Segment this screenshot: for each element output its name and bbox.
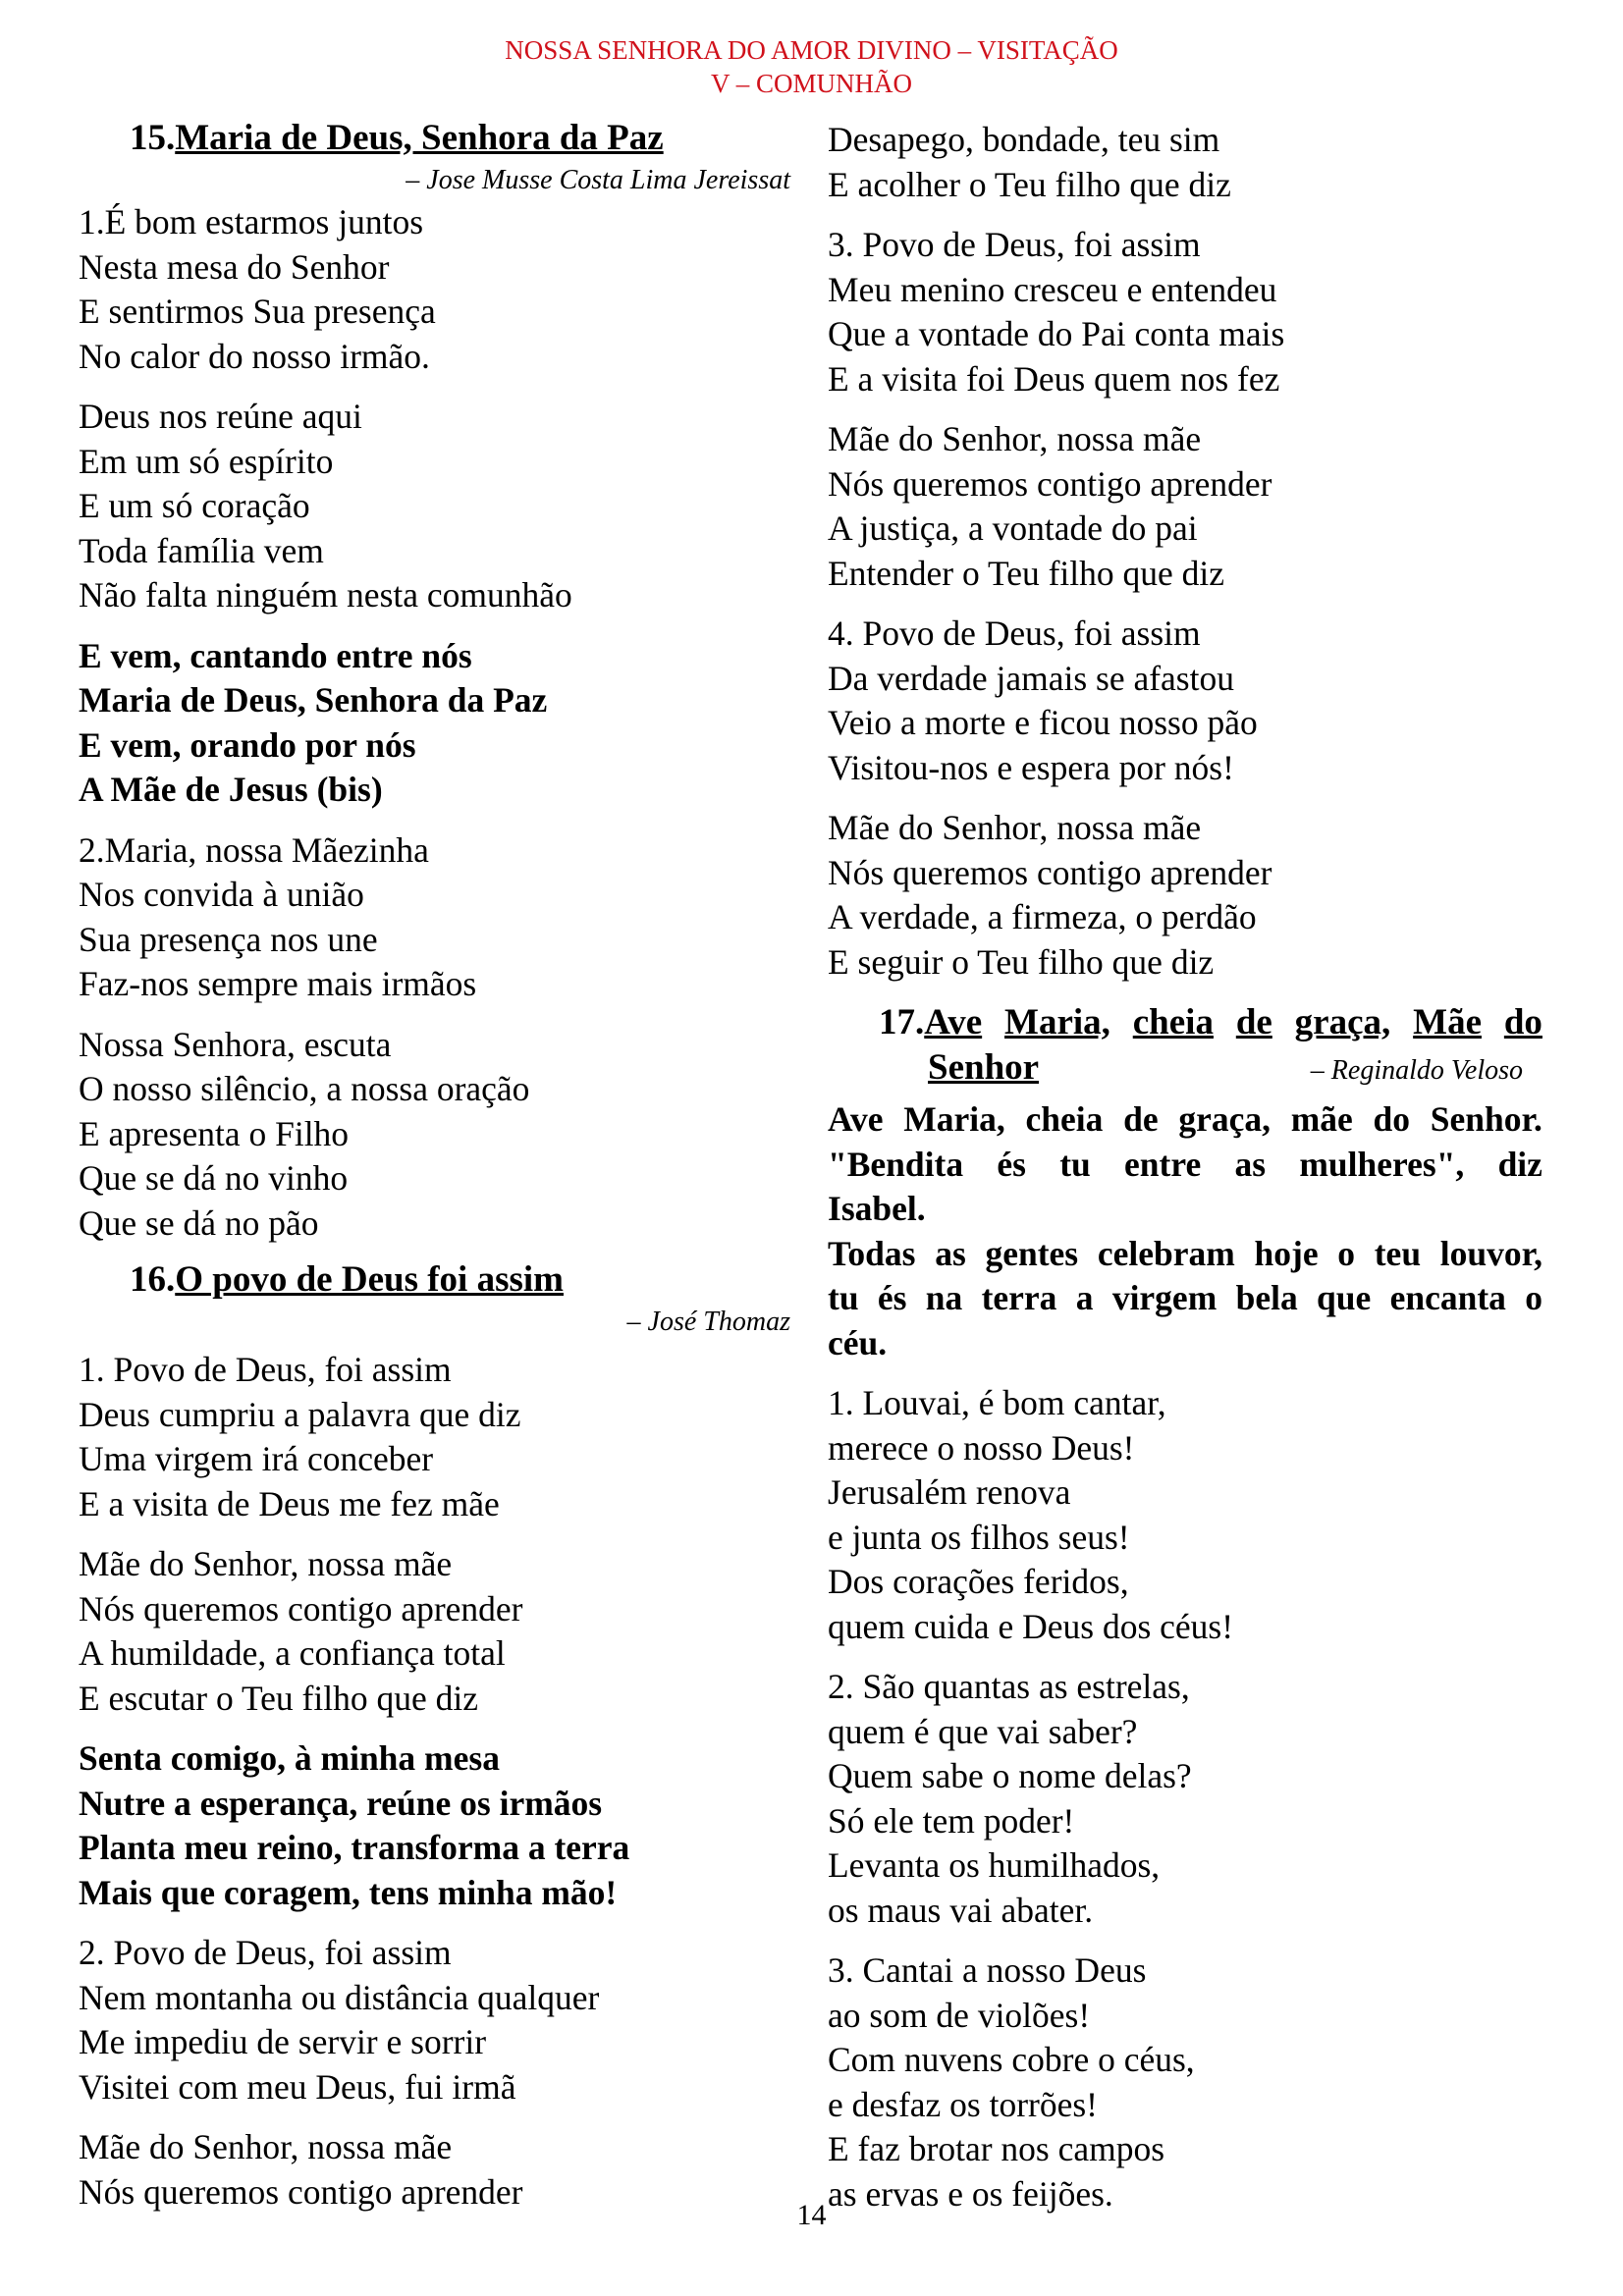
title-word: cheia — [1132, 1002, 1214, 1042]
lyric-line: e junta os filhos seus! — [828, 1517, 1130, 1557]
refrain-word: diz — [1497, 1144, 1542, 1184]
refrain-line — [828, 1276, 1542, 1321]
lyric-line: E acolher o Teu filho que diz — [828, 164, 1231, 204]
refrain-word: "Bendita — [828, 1144, 964, 1184]
refrain-word: Senhor. — [1430, 1099, 1542, 1139]
lyric-line: 2. Povo de Deus, foi assim — [79, 1933, 452, 1972]
lyric-line: ao som de violões! — [828, 1995, 1091, 2035]
left-column — [79, 116, 790, 2230]
stanza — [79, 395, 790, 618]
refrain-word: terra — [981, 1278, 1057, 1317]
title-word: Maria, — [1004, 1002, 1110, 1042]
refrain-word: de — [1123, 1099, 1159, 1139]
lyric-line: Nesta mesa do Senhor — [79, 246, 390, 287]
song-number: 17. — [879, 1002, 925, 1042]
lyric-line: Que se dá no pão — [79, 1202, 319, 1243]
title-word: do — [1503, 1002, 1542, 1042]
lyric-line: 4. Povo de Deus, foi assim — [828, 614, 1201, 653]
page-number: 14 — [796, 2199, 827, 2231]
song-title-text — [924, 1000, 1542, 1045]
lyric-line: Com nuvens cobre o céus, — [828, 2040, 1195, 2079]
lyric-line: Mãe do Senhor, nossa mãe — [79, 1544, 453, 1583]
refrain-line: Isabel. — [828, 1189, 926, 1228]
lyric-line: Meu menino cresceu e entendeu — [828, 269, 1277, 309]
stanza — [828, 806, 1542, 985]
lyric-line: Nós queremos contigo aprender — [79, 2171, 523, 2212]
lyric-line: as ervas e os feijões. — [828, 2173, 1113, 2214]
stanza — [828, 1949, 1542, 2216]
lyric-line: A humildade, a confiança total — [79, 1633, 506, 1673]
lyric-line: Me impediu de servir e sorrir — [79, 2022, 487, 2061]
stanza — [828, 1381, 1542, 1649]
refrain-line — [828, 1232, 1542, 1277]
lyric-line: Mãe do Senhor, nossa mãe — [828, 808, 1202, 847]
song-17-lyrics — [828, 1381, 1542, 2216]
refrain-line — [828, 1097, 1542, 1143]
stanza — [828, 223, 1542, 401]
lyric-line: Mãe do Senhor, nossa mãe — [828, 419, 1202, 458]
lyric-line: 1.É bom estarmos juntos — [79, 202, 424, 241]
lyric-line: E seguir o Teu filho que diz — [828, 941, 1215, 982]
lyric-line: 1. Povo de Deus, foi assim — [79, 1350, 452, 1389]
song-title-text-continued: Senhor — [928, 1047, 1040, 1088]
lyric-line: Toda família vem — [79, 530, 324, 570]
stanza — [79, 1542, 790, 1721]
lyric-line: quem é que vai saber? — [828, 1711, 1138, 1751]
lyric-line: Quem sabe o nome delas? — [828, 1756, 1192, 1795]
title-word: Ave — [924, 1002, 983, 1042]
lyric-line: Entender o Teu filho que diz — [828, 553, 1225, 593]
lyric-line: Que se dá no vinho — [79, 1158, 349, 1198]
lyric-line: Nós queremos contigo aprender — [828, 852, 1272, 892]
refrain-word: tu — [1059, 1144, 1091, 1184]
refrain-word: as — [1234, 1144, 1267, 1184]
lyric-line: 1. Louvai, é bom cantar, — [828, 1383, 1166, 1422]
refrain-word: teu — [1374, 1233, 1422, 1273]
lyric-line: Dos corações feridos, — [828, 1562, 1129, 1601]
refrain-word: o — [1525, 1278, 1542, 1317]
stanza — [79, 828, 790, 1007]
lyric-line: A justiça, a vontade do pai — [828, 508, 1198, 548]
lyric-line: Que a vontade do Pai conta mais — [828, 314, 1285, 353]
stanza — [79, 1736, 790, 1915]
lyric-line: Nutre a esperança, reúne os irmãos — [79, 1783, 603, 1823]
lyric-line: Desapego, bondade, teu sim — [828, 120, 1220, 159]
song-15-author: – Jose Musse Costa Lima Jereissat — [406, 165, 790, 195]
song-15-lyrics — [79, 200, 790, 1246]
stanza — [79, 1023, 790, 1247]
song-number: 15. — [130, 118, 176, 158]
lyric-line: e desfaz os torrões! — [828, 2084, 1099, 2124]
lyric-line: Veio a morte e ficou nosso pão — [828, 703, 1258, 742]
lyric-line: Deus nos reúne aqui — [79, 397, 362, 436]
lyric-line: Jerusalém renova — [828, 1472, 1071, 1512]
refrain-word: tu — [828, 1278, 859, 1317]
lyric-line: E um só coração — [79, 486, 310, 525]
refrain-word: as — [935, 1233, 966, 1273]
lyric-line: Sua presença nos une — [79, 919, 378, 959]
lyric-line: E a visita foi Deus quem nos fez — [828, 358, 1280, 399]
title-word: de — [1235, 1002, 1272, 1042]
refrain-word: Ave — [828, 1099, 884, 1139]
song-16-title — [79, 1257, 790, 1303]
lyric-line: E sentirmos Sua presença — [79, 292, 436, 331]
lyric-line: 2. São quantas as estrelas, — [828, 1667, 1190, 1706]
lyric-line: 3. Povo de Deus, foi assim — [828, 225, 1201, 264]
lyric-line: 2.Maria, nossa Mãezinha — [79, 829, 429, 870]
lyric-line: E escutar o Teu filho que diz — [79, 1678, 478, 1718]
lyric-line: Maria de Deus, Senhora da Paz — [79, 680, 548, 720]
refrain-line: céu. — [828, 1322, 888, 1362]
refrain-word: bela — [1235, 1278, 1298, 1317]
refrain-word: hoje — [1254, 1233, 1319, 1273]
lyric-line: Senta comigo, à minha mesa — [79, 1738, 500, 1778]
lyric-line: os maus vai abater. — [828, 1890, 1094, 1930]
lyric-line: 3. Cantai a nosso Deus — [828, 1950, 1147, 1990]
title-word: graça, — [1294, 1002, 1391, 1042]
lyric-line: Visitou-nos e espera por nós! — [828, 747, 1234, 787]
lyric-line: Nós queremos contigo aprender — [828, 463, 1272, 504]
refrain-word: és — [997, 1144, 1026, 1184]
lyric-line: Levanta os humilhados, — [828, 1845, 1161, 1885]
stanza — [828, 612, 1542, 790]
stanza — [828, 417, 1542, 596]
lyric-line: Visitei com meu Deus, fui irmã — [79, 2066, 516, 2107]
song-17-title — [828, 1000, 1542, 1094]
refrain-word: na — [925, 1278, 963, 1317]
header-line-2: V – COMUNHÃO — [710, 69, 913, 98]
refrain-word: gentes — [985, 1233, 1079, 1273]
refrain-word: Todas — [828, 1233, 916, 1273]
refrain-line — [828, 1143, 1542, 1188]
refrain-word: cheia — [1025, 1099, 1104, 1139]
lyric-line: A Mãe de Jesus (bis) — [79, 770, 383, 809]
song-title-text: Maria de Deus, Senhora da Paz — [175, 118, 664, 158]
lyric-line: No calor do nosso irmão. — [79, 336, 430, 376]
lyric-line: merece o nosso Deus! — [828, 1427, 1135, 1468]
refrain-word: o — [1337, 1233, 1356, 1273]
stanza — [79, 634, 790, 813]
refrain-word: entre — [1124, 1144, 1202, 1184]
refrain-word: és — [877, 1278, 907, 1317]
stanza — [79, 1348, 790, 1526]
refrain-word: mulheres", — [1299, 1144, 1465, 1184]
stanza — [79, 200, 790, 379]
song-16-author: – José Thomaz — [626, 1307, 790, 1337]
lyric-line: Mais que coragem, tens minha mão! — [79, 1872, 618, 1912]
title-word: Mãe — [1413, 1002, 1482, 1042]
refrain-word: graça, — [1178, 1099, 1271, 1139]
lyric-line: Em um só espírito — [79, 441, 334, 481]
song-17-author: – Reginaldo Veloso — [1310, 1055, 1523, 1086]
lyric-line: Planta meu reino, transforma a terra — [79, 1828, 630, 1867]
lyric-line: O nosso silêncio, a nossa oração — [79, 1069, 530, 1108]
lyric-line: Nem montanha ou distância qualquer — [79, 1977, 600, 2017]
lyric-line: Nos convida à união — [79, 875, 364, 914]
song-number: 16. — [130, 1259, 176, 1300]
refrain-word: a — [1075, 1278, 1094, 1317]
lyric-line: Faz-nos sempre mais irmãos — [79, 964, 477, 1003]
stanza — [79, 1931, 790, 2109]
page-header — [0, 33, 1623, 100]
refrain-word: louvor, — [1439, 1233, 1542, 1273]
lyric-line: E vem, orando por nós — [79, 724, 416, 765]
lyric-line: A verdade, a firmeza, o perdão — [828, 897, 1257, 936]
refrain-word: virgem — [1111, 1278, 1217, 1317]
lyric-line: Uma virgem irá conceber — [79, 1439, 434, 1478]
lyric-line: E vem, cantando entre nós — [79, 635, 472, 675]
lyric-line: Só ele tem poder! — [828, 1800, 1075, 1841]
lyric-line: quem cuida e Deus dos céus! — [828, 1606, 1234, 1646]
refrain-word: celebram — [1097, 1233, 1235, 1273]
lyric-line: Da verdade jamais se afastou — [828, 658, 1234, 698]
song-title-text: O povo de Deus foi assim — [175, 1259, 564, 1300]
song-16-lyrics — [79, 1348, 790, 2215]
refrain-word: encanta — [1389, 1278, 1506, 1317]
refrain-word: mãe — [1290, 1099, 1353, 1139]
lyric-line: E apresenta o Filho — [79, 1113, 350, 1153]
song-15-title — [79, 116, 790, 161]
right-column — [828, 118, 1542, 2232]
lyric-line: Mãe do Senhor, nossa mãe — [79, 2127, 453, 2166]
header-line-1: NOSSA SENHORA DO AMOR DIVINO – VISITAÇÃO — [505, 35, 1118, 65]
refrain-word: do — [1373, 1099, 1411, 1139]
refrain-word: que — [1317, 1278, 1372, 1317]
stanza — [828, 118, 1542, 207]
song-16-lyrics-continued — [828, 118, 1542, 985]
lyric-line: Nossa Senhora, escuta — [79, 1024, 392, 1064]
song-17-refrain — [828, 1097, 1542, 1365]
lyric-line: Deus cumpriu a palavra que diz — [79, 1394, 521, 1434]
lyric-line: Não falta ninguém nesta comunhão — [79, 575, 572, 614]
lyric-line: E a visita de Deus me fez mãe — [79, 1483, 500, 1523]
lyric-line: Nós queremos contigo aprender — [79, 1588, 523, 1629]
lyric-line: E faz brotar nos campos — [828, 2129, 1165, 2168]
refrain-word: Maria, — [903, 1099, 1005, 1139]
stanza — [828, 1665, 1542, 1933]
